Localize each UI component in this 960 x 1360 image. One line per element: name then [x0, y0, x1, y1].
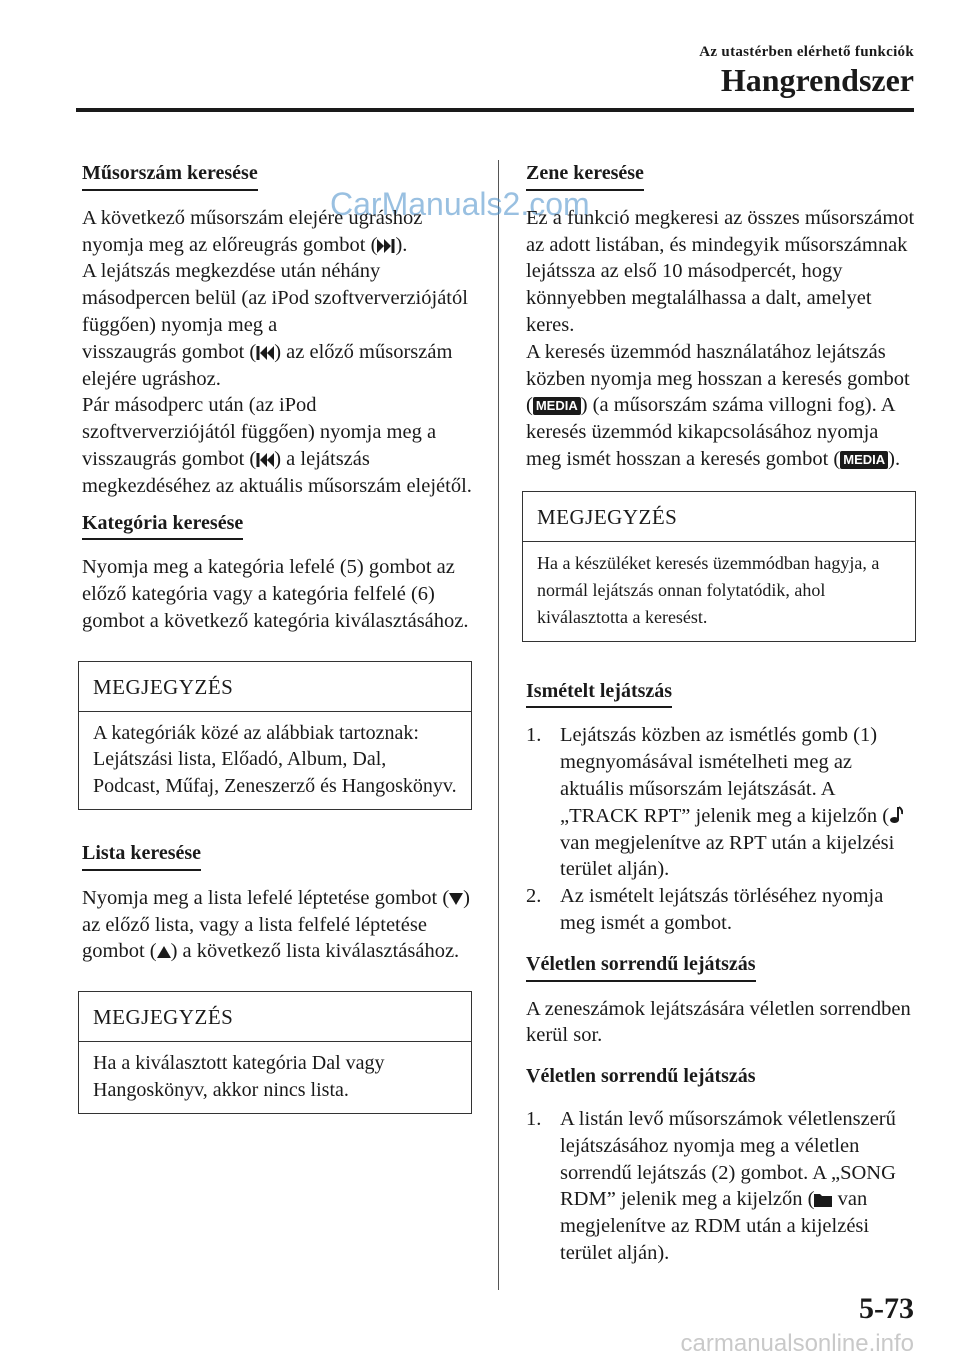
- note-box: [78, 991, 472, 1114]
- note-title: MEGJEGYZÉS: [79, 992, 471, 1042]
- note-box: [78, 661, 472, 810]
- media-button-icon: MEDIA: [840, 451, 888, 469]
- note-box: [522, 491, 916, 642]
- subheading-random: Véletlen sorrendű lejátszás: [526, 1065, 756, 1088]
- paragraph: Ez a funkció megkeresi az összes műsorszámot az adott listában, és mindegyik műsorszámnak lejátssza az első 10 másodpercét, hogy könnyebben megtalálhassa a dalt, amelyet keres. A keresés üzemmód használatához lejátszás közben nyomja meg hosszan a keresés gombot ( MEDIA ) (a műsorszám száma villogni fog). A keresés üzemmód kikapcsolásához nyomja meg ismét hosszan a keresés gombot ( MEDIA ).: [526, 206, 915, 470]
- watermark-bottom: carmanualsonline.info: [680, 1330, 914, 1357]
- left-column: [82, 160, 472, 1136]
- section-heading-repeat: Ismételt lejátszás: [526, 678, 672, 709]
- page-title: Hangrendszer: [720, 62, 914, 98]
- section-heading-track-search: Műsorszám keresése: [82, 160, 258, 191]
- arrow-down-icon: [449, 892, 463, 906]
- header-subtitle: Az utastérben elérhető funkciók: [699, 44, 914, 60]
- media-button-icon: MEDIA: [533, 397, 581, 415]
- paragraph: Nyomja meg a kategória lefelé (5) gombot az előző kategória vagy a kategória felfelé (6) gombot a következő kategória kiválasztásához.: [82, 556, 469, 632]
- header-rule: [76, 108, 914, 112]
- paragraph: A zeneszámok lejátszására véletlen sorrendben kerül sor.: [526, 997, 911, 1047]
- right-column: [526, 160, 916, 1267]
- folder-icon: [814, 1192, 832, 1207]
- note-body: Ha a készüléket keresés üzemmódban hagyja, a normál lejátszás onnan folytatódik, ahol kiválasztotta a keresést.: [537, 552, 880, 627]
- skip-back-icon: [256, 346, 274, 360]
- skip-back-icon: [256, 453, 274, 467]
- music-note-icon: [889, 806, 903, 824]
- section-heading-music-search: Zene keresése: [526, 160, 644, 191]
- arrow-up-icon: [157, 945, 171, 959]
- list-item: 1. Lejátszás közben az ismétlés gomb (1) megnyomásával ismételheti meg az aktuális műsorszám lejátszását. A „TRACK RPT” jelenik meg a kijelzőn ( van megjelenítve az RPT után a kijelzési terület alján).: [526, 722, 916, 883]
- column-divider: [498, 160, 499, 1290]
- skip-forward-icon: [377, 239, 395, 253]
- note-title: MEGJEGYZÉS: [523, 492, 915, 542]
- section-heading-list-search: Lista keresése: [82, 840, 201, 871]
- section-heading-category-search: Kategória keresése: [82, 510, 243, 541]
- paragraph: Nyomja meg a lista lefelé léptetése gombot ( ) az előző lista, vagy a lista felfelé léptetése gombot ( ) a következő lista kiválasztásához.: [82, 886, 470, 963]
- note-body: A kategóriák közé az alábbiak tartoznak: Lejátszási lista, Előadó, Album, Dal, Podcast, Műfaj, Zeneszerző és Hangoskönyv.: [93, 721, 457, 797]
- list-item: 2. Az ismételt lejátszás törléséhez nyomja meg ismét a gombot.: [526, 885, 884, 934]
- watermark-top: CarManuals2.com: [330, 186, 590, 222]
- paragraph: A következő műsorszám elejére ugráshoz nyomja meg az előreugrás gombot ( ). A lejátszás megkezdése után néhány másodpercen belül (az iPod szoftververziójától függően) nyomja meg a visszaugrás gombot ( ) az előző műsorszám elejére ugráshoz. Pár másodperc után (az iPod szoftververziójától függően) nyomja meg a visszaugrás gombot ( ) a lejátszás megkezdéséhez az aktuális műsorszám elejétől.: [82, 206, 472, 497]
- note-title: MEGJEGYZÉS: [79, 662, 471, 712]
- section-heading-random: Véletlen sorrendű lejátszás: [526, 951, 756, 982]
- note-body: Ha a kiválasztott kategória Dal vagy Hangoskönyv, akkor nincs lista.: [93, 1052, 385, 1101]
- page-number: 5-73: [859, 1292, 914, 1325]
- list-item: 1. A listán levő műsorszámok véletlenszerű lejátszásához nyomja meg a véletlen sorrendű lejátszás (2) gombot. A „SONG RDM” jelenik meg a kijelzőn ( van megjelenítve az RDM után a kijelzési terület alján).: [526, 1107, 896, 1264]
